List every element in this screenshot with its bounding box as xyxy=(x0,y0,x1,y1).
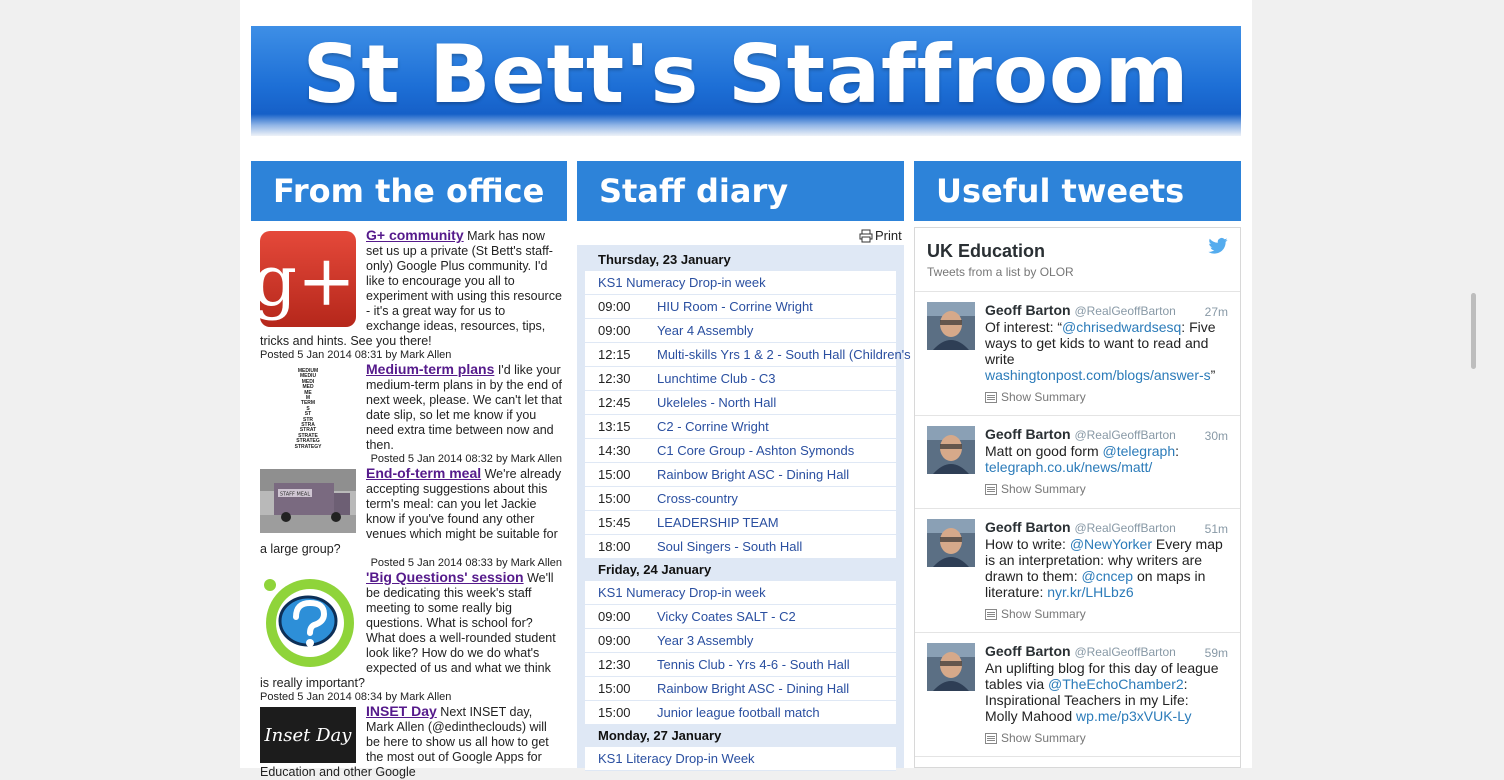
poster-word: ST xyxy=(304,411,312,418)
agenda-event[interactable] xyxy=(585,677,896,701)
tweet-text-segment: on maps in literature: xyxy=(985,568,1206,600)
tweet-timestamp[interactable]: 27m xyxy=(1204,305,1228,319)
event-title[interactable]: Cross-country xyxy=(657,491,738,506)
event-title[interactable]: Lunchtime Club - C3 xyxy=(657,371,776,386)
event-time: 15:00 xyxy=(598,705,631,720)
event-title[interactable]: HIU Room - Corrine Wright xyxy=(657,299,813,314)
agenda-event[interactable] xyxy=(585,653,896,677)
summary-icon xyxy=(985,484,997,495)
event-time: 15:45 xyxy=(598,515,631,530)
post-link-medium-term-plans[interactable]: Medium-term plans xyxy=(366,361,495,377)
poster-word: STR xyxy=(303,416,313,423)
event-title[interactable]: KS1 Literacy Drop-in Week xyxy=(598,751,755,766)
show-summary-button[interactable] xyxy=(985,730,1224,746)
event-time: 13:15 xyxy=(598,419,631,434)
agenda-event[interactable] xyxy=(585,439,896,463)
office-post xyxy=(260,466,562,570)
avatar[interactable] xyxy=(927,519,975,567)
google-plus-logo xyxy=(252,231,356,327)
event-title[interactable]: Ukeleles - North Hall xyxy=(657,395,777,410)
tweet-text-segment: How to write: xyxy=(985,536,1070,552)
event-time: 12:30 xyxy=(598,371,631,386)
agenda-day-header: Monday, 27 January xyxy=(598,728,722,743)
tweet-link[interactable]: @TheEchoChamber2 xyxy=(1048,676,1184,692)
agenda-list xyxy=(585,249,911,771)
post-link-big-questions-session[interactable]: 'Big Questions' session xyxy=(366,569,524,585)
poster-word: MEDIUM xyxy=(297,368,319,374)
tweet-author-handle[interactable]: @RealGeoffBarton xyxy=(1074,304,1176,318)
event-title[interactable]: C2 - Corrine Wright xyxy=(657,419,769,434)
agenda-event[interactable] xyxy=(585,343,911,367)
post-link-g-plus-community[interactable]: G+ community xyxy=(366,227,464,243)
avatar[interactable] xyxy=(927,643,975,691)
food-truck-photo xyxy=(260,469,356,533)
event-title[interactable]: C1 Core Group - Ashton Symonds xyxy=(657,443,855,458)
tweet-text-segment: : Five ways to get kids to want to read and write xyxy=(985,319,1216,367)
office-post xyxy=(252,227,562,362)
tweet-text-segment: ” xyxy=(1210,367,1216,383)
avatar[interactable] xyxy=(927,426,975,474)
post-body: I'd like your medium-term plans in by the end of next week, please. We can't let that date slip, so let me know if you need extra time between now and then. xyxy=(366,363,563,452)
show-summary-button[interactable] xyxy=(985,389,1224,405)
event-time: 12:30 xyxy=(598,657,631,672)
agenda-event[interactable] xyxy=(585,747,896,771)
site-title: St Bett's Staffroom xyxy=(302,28,1190,121)
tweet-list xyxy=(915,292,1240,757)
event-time: 18:00 xyxy=(598,539,631,554)
event-time: 15:00 xyxy=(598,491,631,506)
tweet xyxy=(915,292,1240,416)
post-meta: Posted 5 Jan 2014 08:31 by Mark Allen xyxy=(260,349,452,361)
event-title[interactable]: Junior league football match xyxy=(657,705,820,720)
tweet xyxy=(915,509,1240,633)
print-label: Print xyxy=(875,228,902,243)
agenda-day-header: Friday, 24 January xyxy=(598,562,712,577)
show-summary-button[interactable] xyxy=(985,606,1224,622)
event-time: 15:00 xyxy=(598,467,631,482)
poster-word: STRATE xyxy=(298,432,318,439)
event-time: 12:45 xyxy=(598,395,631,410)
tweet-link[interactable]: @telegraph xyxy=(1102,443,1176,459)
agenda-day-header: Thursday, 23 January xyxy=(598,252,731,267)
tweet-author-handle[interactable]: @RealGeoffBarton xyxy=(1074,645,1176,659)
tweet-link[interactable]: nyr.kr/LHLbz6 xyxy=(1047,584,1134,600)
poster-word: MED xyxy=(302,384,314,391)
poster-word: STRATEGY xyxy=(294,443,322,450)
twitter-widget-header xyxy=(915,228,1240,292)
twitter-list-subtitle: Tweets from a list by OLOR xyxy=(927,265,1074,279)
tweet-link[interactable]: @cncep xyxy=(1081,568,1134,584)
post-body: Next INSET day, Mark Allen (@edintheclouds) will be here to show us all how to get the most out of Google Apps for Education and other Google xyxy=(260,705,549,779)
agenda-event[interactable] xyxy=(585,629,896,653)
poster-word: MEDI xyxy=(301,378,315,385)
tweet-author-handle[interactable]: @RealGeoffBarton xyxy=(1074,521,1176,535)
agenda-event[interactable] xyxy=(585,605,896,629)
poster-word: M xyxy=(305,395,311,402)
post-meta: Posted 5 Jan 2014 08:32 by Mark Allen xyxy=(370,453,562,465)
tweet-link[interactable]: @NewYorker xyxy=(1069,536,1152,552)
post-link-inset-day[interactable]: INSET Day xyxy=(366,703,437,719)
tweet-text xyxy=(985,319,1224,383)
poster-word: STRAT xyxy=(299,427,317,434)
tweet-author-name[interactable]: Geoff Barton xyxy=(985,302,1071,318)
agenda-event[interactable] xyxy=(585,295,896,319)
event-title[interactable]: Tennis Club - Yrs 4-6 - South Hall xyxy=(657,657,850,672)
question-mark-icon xyxy=(260,573,356,669)
tweet-text-segment: Every map is an interpretation: why writers are drawn to them: xyxy=(985,536,1223,584)
event-title[interactable]: Multi-skills Yrs 1 & 2 - South Hall (Children's xyxy=(657,347,911,362)
event-title[interactable]: Soul Singers - South Hall xyxy=(657,539,803,554)
poster-word: MEDIU xyxy=(299,373,317,380)
agenda-event[interactable] xyxy=(585,319,896,343)
event-time: 09:00 xyxy=(598,323,631,338)
from-the-office-heading: From the office xyxy=(251,161,567,221)
tweet-author-handle[interactable]: @RealGeoffBarton xyxy=(1074,428,1176,442)
event-title[interactable]: Year 3 Assembly xyxy=(657,633,754,648)
tweet-author-name[interactable]: Geoff Barton xyxy=(985,643,1071,659)
inset-day-image: Inset Day xyxy=(260,707,356,763)
agenda-event[interactable] xyxy=(585,415,896,439)
event-time: 09:00 xyxy=(598,299,631,314)
tweet-link[interactable]: @chrisedwardsesq xyxy=(1062,319,1182,335)
tweet-text xyxy=(985,536,1224,600)
tweet xyxy=(915,416,1240,509)
tweet-author-name[interactable]: Geoff Barton xyxy=(985,519,1071,535)
agenda-event[interactable] xyxy=(585,367,896,391)
twitter-bird-icon[interactable] xyxy=(1208,238,1228,254)
staff-diary-calendar xyxy=(577,245,911,768)
poster-word: ME xyxy=(304,389,312,396)
useful-tweets-heading: Useful tweets xyxy=(914,161,1241,221)
office-post xyxy=(260,362,562,466)
strategy-poster-image xyxy=(260,365,356,455)
event-title[interactable]: Vicky Coates SALT - C2 xyxy=(657,609,796,624)
google-plus-glyph: g+ xyxy=(252,240,356,322)
event-title[interactable]: Rainbow Bright ASC - Dining Hall xyxy=(657,467,850,482)
site-banner[interactable] xyxy=(251,26,1241,136)
staff-diary-heading: Staff diary xyxy=(577,161,904,221)
tweet-timestamp[interactable]: 30m xyxy=(1204,429,1228,443)
agenda-event[interactable] xyxy=(585,701,896,725)
show-summary-label: Show Summary xyxy=(1001,607,1086,621)
show-summary-label: Show Summary xyxy=(1001,731,1086,745)
post-body: We'll be dedicating this week's staff meeting to some really big questions. What is school for? What does a well-rounded student look like? How do we do what's expected of us and what we think is really important? xyxy=(260,571,556,690)
poster-word: STRA xyxy=(301,422,315,429)
summary-icon xyxy=(985,733,997,744)
avatar[interactable] xyxy=(927,302,975,350)
event-time: 15:00 xyxy=(598,681,631,696)
event-time: 12:15 xyxy=(598,347,631,362)
office-posts xyxy=(252,227,563,779)
show-summary-button[interactable] xyxy=(985,481,1224,497)
tweet-link[interactable]: washingtonpost.com/blogs/answer-s xyxy=(985,367,1211,383)
twitter-list-title[interactable]: UK Education xyxy=(927,241,1046,261)
tweet-list-scrollbar[interactable] xyxy=(1471,293,1476,369)
tweet-author-name[interactable]: Geoff Barton xyxy=(985,426,1071,442)
event-title[interactable]: Year 4 Assembly xyxy=(657,323,754,338)
event-title[interactable]: LEADERSHIP TEAM xyxy=(657,515,779,530)
event-time: 09:00 xyxy=(598,633,631,648)
post-link-end-of-term-meal[interactable]: End-of-term meal xyxy=(366,465,482,481)
staff-meal-sign: STAFF MEAL xyxy=(279,491,311,498)
show-summary-label: Show Summary xyxy=(1001,482,1086,496)
summary-icon xyxy=(985,392,997,403)
tweet-text-segment: An uplifting blog for this day of league tables via xyxy=(985,660,1219,692)
event-title[interactable]: KS1 Numeracy Drop-in week xyxy=(598,585,766,600)
twitter-widget xyxy=(914,227,1241,768)
tweet-text xyxy=(985,660,1224,724)
agenda-event[interactable] xyxy=(585,581,896,605)
post-meta: Posted 5 Jan 2014 08:33 by Mark Allen xyxy=(370,557,562,569)
tweet-text-segment: Of interest: “ xyxy=(985,319,1063,335)
printer-icon xyxy=(859,229,873,243)
post-body: We're already accepting suggestions about this term's meal: can you let Jackie know if you've found any other venues which might be suitable for a large group? xyxy=(260,467,562,556)
event-time: 09:00 xyxy=(598,609,631,624)
tweet-text-segment: : Inspirational Teachers in my Life: Molly Mahood xyxy=(985,676,1189,724)
poster-word: S xyxy=(306,405,310,412)
summary-icon xyxy=(985,609,997,620)
tweet-text xyxy=(985,443,1224,475)
event-time: 14:30 xyxy=(598,443,631,458)
print-button[interactable] xyxy=(859,228,902,243)
event-title[interactable]: KS1 Numeracy Drop-in week xyxy=(598,275,766,290)
agenda-event[interactable] xyxy=(585,271,896,295)
tweet-text-segment: : xyxy=(1175,443,1179,459)
post-meta: Posted 5 Jan 2014 08:34 by Mark Allen xyxy=(260,691,452,703)
tweet-text-segment: Matt on good form xyxy=(985,443,1103,459)
poster-word: TERM xyxy=(300,400,316,407)
office-post xyxy=(260,570,562,704)
tweet xyxy=(915,633,1240,757)
poster-word: STRATEG xyxy=(296,438,320,445)
tweet-link[interactable]: wp.me/p3xVUK-Ly xyxy=(1076,708,1192,724)
tweet-timestamp[interactable]: 59m xyxy=(1204,646,1228,660)
tweet-link[interactable]: telegraph.co.uk/news/matt/ xyxy=(985,459,1153,475)
page xyxy=(240,0,1252,779)
agenda-event[interactable] xyxy=(585,535,896,559)
post-body: Mark has now set us up a private (St Bett's staff-only) Google Plus community. I'd like to encourage you all to experiment with using this resource - it's a great way for us to exchange ideas, resources, tips, tricks and hints. See you there! xyxy=(260,229,562,348)
agenda-event[interactable] xyxy=(585,487,896,511)
show-summary-label: Show Summary xyxy=(1001,390,1086,404)
event-title[interactable]: Rainbow Bright ASC - Dining Hall xyxy=(657,681,850,696)
agenda-event[interactable] xyxy=(585,511,896,535)
agenda-event[interactable] xyxy=(585,391,896,415)
agenda-event[interactable] xyxy=(585,463,896,487)
tweet-timestamp[interactable]: 51m xyxy=(1204,522,1228,536)
office-post xyxy=(260,704,562,780)
